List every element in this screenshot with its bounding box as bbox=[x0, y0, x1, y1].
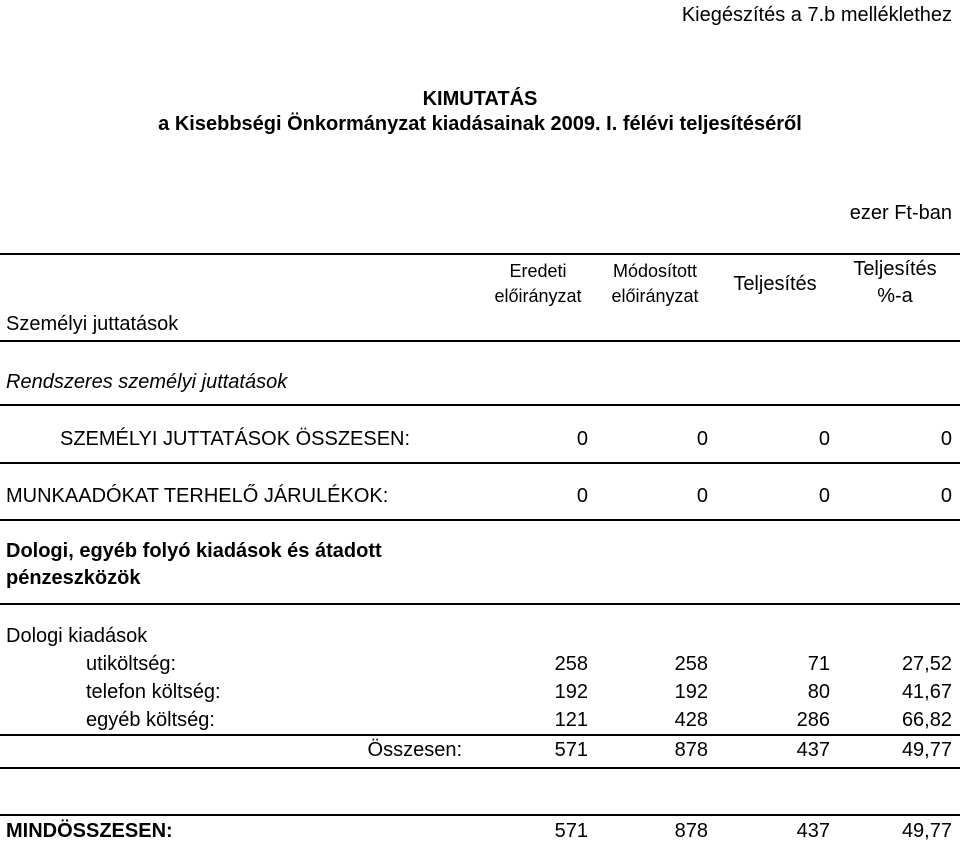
page-subtitle: a Kisebbségi Önkormányzat kiadásainak 2009. I. félévi teljesítéséről bbox=[158, 113, 802, 135]
material-sub-label: Dologi kiadások bbox=[6, 625, 148, 647]
cell-fulfillment: 437 bbox=[796, 820, 830, 842]
cell-fulfillment-pct: 66,82 bbox=[901, 709, 952, 731]
header-bottom-border bbox=[0, 340, 960, 342]
cell-modified: 0 bbox=[696, 428, 708, 450]
divider-5 bbox=[0, 734, 960, 736]
table-row bbox=[0, 653, 960, 679]
divider-1 bbox=[0, 404, 960, 406]
col-fulfillment-pct-line1: Teljesítés bbox=[853, 258, 937, 280]
col-modified-budget-line1: Módosított bbox=[612, 261, 698, 281]
row-label: egyéb költség: bbox=[86, 709, 215, 731]
material-section-line2: pénzeszközök bbox=[6, 567, 141, 589]
row-label: MUNKAADÓKAT TERHELŐ JÁRULÉKOK: bbox=[6, 485, 389, 507]
divider-7 bbox=[0, 814, 960, 816]
row-label: SZEMÉLYI JUTTATÁSOK ÖSSZESEN: bbox=[60, 428, 411, 450]
cell-fulfillment: 0 bbox=[818, 428, 830, 450]
cell-modified: 0 bbox=[696, 485, 708, 507]
cell-fulfillment-pct: 49,77 bbox=[901, 739, 952, 761]
col-modified-budget-line2: előirányzat bbox=[611, 286, 699, 306]
row-label: utiköltség: bbox=[86, 653, 177, 675]
grand-total-label: MINDÖSSZESEN: bbox=[6, 820, 173, 842]
cell-modified: 878 bbox=[674, 820, 708, 842]
table-row bbox=[0, 820, 960, 846]
cell-original: 571 bbox=[554, 820, 588, 842]
divider-3 bbox=[0, 519, 960, 521]
material-section-line1: Dologi, egyéb folyó kiadások és átadott bbox=[6, 540, 382, 562]
cell-fulfillment: 437 bbox=[796, 739, 830, 761]
cell-original: 0 bbox=[576, 485, 588, 507]
table-top-border bbox=[0, 253, 960, 255]
table-row bbox=[0, 485, 960, 511]
header-note: Kiegészítés a 7.b melléklethez bbox=[681, 4, 952, 26]
cell-fulfillment-pct: 49,77 bbox=[901, 820, 952, 842]
cell-modified: 878 bbox=[674, 739, 708, 761]
col-fulfillment: Teljesítés bbox=[733, 273, 817, 295]
divider-4 bbox=[0, 603, 960, 605]
divider-6 bbox=[0, 767, 960, 769]
cell-fulfillment: 0 bbox=[818, 485, 830, 507]
cell-fulfillment-pct: 27,52 bbox=[901, 653, 952, 675]
col-original-budget-line2: előirányzat bbox=[494, 286, 582, 306]
row-label: telefon költség: bbox=[86, 681, 221, 703]
section-personnel-header: Személyi juttatások bbox=[6, 313, 179, 335]
cell-fulfillment-pct: 0 bbox=[940, 428, 952, 450]
cell-fulfillment: 71 bbox=[807, 653, 830, 675]
cell-modified: 258 bbox=[674, 653, 708, 675]
cell-modified: 428 bbox=[674, 709, 708, 731]
unit-label: ezer Ft-ban bbox=[849, 202, 952, 224]
cell-original: 0 bbox=[576, 428, 588, 450]
table-row bbox=[0, 709, 960, 735]
cell-modified: 192 bbox=[674, 681, 708, 703]
page-title: KIMUTATÁS bbox=[422, 88, 538, 110]
cell-fulfillment-pct: 41,67 bbox=[901, 681, 952, 703]
cell-original: 192 bbox=[554, 681, 588, 703]
col-original-budget-line1: Eredeti bbox=[509, 261, 567, 281]
table-row bbox=[0, 681, 960, 707]
cell-fulfillment-pct: 0 bbox=[940, 485, 952, 507]
table-row bbox=[0, 739, 960, 765]
row-label: Összesen: bbox=[367, 739, 462, 761]
cell-original: 258 bbox=[554, 653, 588, 675]
regular-personnel-label: Rendszeres személyi juttatások bbox=[6, 371, 288, 393]
cell-fulfillment: 286 bbox=[796, 709, 830, 731]
cell-original: 571 bbox=[554, 739, 588, 761]
col-fulfillment-pct-line2: %-a bbox=[877, 285, 913, 307]
divider-2 bbox=[0, 462, 960, 464]
cell-original: 121 bbox=[554, 709, 588, 731]
cell-fulfillment: 80 bbox=[807, 681, 830, 703]
table-row bbox=[0, 428, 960, 454]
